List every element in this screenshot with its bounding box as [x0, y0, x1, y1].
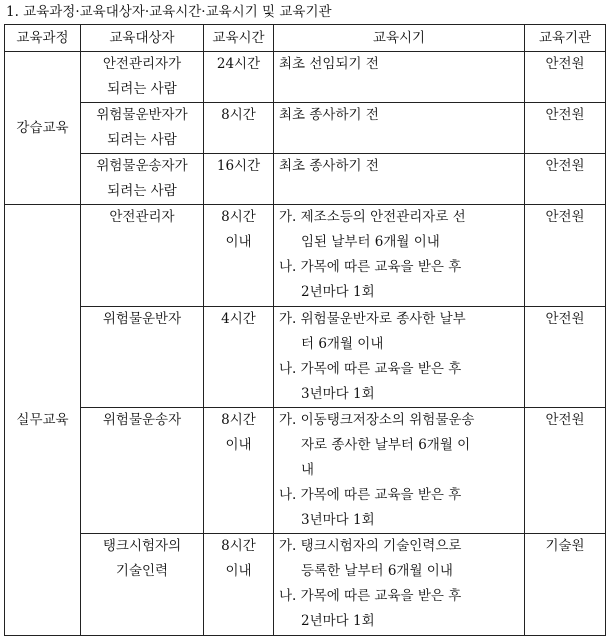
header-row [5, 25, 606, 52]
period-line: 터 6개월 이내 [301, 336, 384, 352]
course-cell: 실무교육 [5, 205, 81, 636]
document-title: 1. 교육과정·교육대상자·교육시간·교육시기 및 교육기관 [6, 4, 332, 20]
target-cell [81, 154, 204, 205]
period-line: 내 [301, 462, 315, 478]
header-course: 교육과정 [5, 25, 81, 52]
period-line: 3년마다 1회 [301, 386, 375, 402]
education-table [4, 24, 606, 636]
period-line: 임된 날부터 6개월 이내 [301, 234, 440, 250]
period-line: 2년마다 1회 [301, 284, 375, 300]
period-line: 최초 종사하기 전 [279, 107, 379, 123]
institution-cell: 안전원 [525, 408, 606, 534]
table-row [5, 408, 606, 534]
target-line: 위험물운반자가 [96, 107, 188, 123]
institution-cell: 안전원 [525, 52, 606, 103]
institution-cell: 안전원 [525, 103, 606, 154]
period-line: 가. 위험물운반자로 종사한 날부 [279, 311, 466, 327]
target-cell [81, 205, 204, 307]
hours-cell [204, 205, 274, 307]
target-cell [81, 307, 204, 408]
period-line: 나. 가목에 따른 교육을 받은 후 [279, 588, 462, 604]
hours-line: 이내 [225, 563, 252, 579]
period-line: 가. 탱크시험자의 기술인력으로 [279, 538, 462, 554]
hours-line: 8시간 [221, 209, 256, 225]
header-target: 교육대상자 [81, 25, 204, 52]
period-cell [274, 205, 525, 307]
hours-line: 24시간 [216, 56, 261, 72]
table-row [5, 154, 606, 205]
period-cell [274, 103, 525, 154]
period-line: 3년마다 1회 [301, 512, 375, 528]
target-line: 되려는 사람 [107, 132, 177, 148]
table-row [5, 103, 606, 154]
period-line: 최초 선임되기 전 [279, 56, 379, 72]
target-line: 위험물운송자 [102, 412, 182, 428]
hours-line: 4시간 [221, 311, 256, 327]
hours-cell [204, 408, 274, 534]
institution-cell: 안전원 [525, 154, 606, 205]
period-line: 2년마다 1회 [301, 613, 375, 629]
target-cell [81, 408, 204, 534]
period-cell [274, 534, 525, 636]
table-row [5, 52, 606, 103]
target-cell [81, 52, 204, 103]
target-line: 되려는 사람 [107, 183, 177, 199]
period-cell [274, 307, 525, 408]
target-line: 기술인력 [115, 563, 169, 579]
target-line: 되려는 사람 [107, 81, 177, 97]
institution-cell: 안전원 [525, 205, 606, 307]
period-line: 나. 가목에 따른 교육을 받은 후 [279, 259, 462, 275]
period-line: 등록한 날부터 6개월 이내 [301, 563, 453, 579]
hours-line: 8시간 [221, 107, 256, 123]
target-cell [81, 103, 204, 154]
target-line: 탱크시험자의 [102, 538, 182, 554]
period-cell [274, 154, 525, 205]
period-line: 가. 제조소등의 안전관리자로 선 [279, 209, 466, 225]
hours-line: 8시간 [221, 412, 256, 428]
target-line: 안전관리자 [109, 209, 175, 225]
institution-cell: 기술원 [525, 534, 606, 636]
period-line: 최초 종사하기 전 [279, 158, 379, 174]
hours-line: 이내 [225, 437, 252, 453]
table-row [5, 534, 606, 636]
period-cell [274, 408, 525, 534]
header-hours: 교육시간 [204, 25, 274, 52]
target-line: 안전관리자가 [102, 56, 182, 72]
target-line: 위험물운송자가 [96, 158, 188, 174]
period-line: 가. 이동탱크저장소의 위험물운송 [279, 412, 475, 428]
period-line: 나. 가목에 따른 교육을 받은 후 [279, 487, 462, 503]
header-period: 교육시기 [274, 25, 525, 52]
period-line: 나. 가목에 따른 교육을 받은 후 [279, 361, 462, 377]
hours-line: 16시간 [216, 158, 261, 174]
institution-cell: 안전원 [525, 307, 606, 408]
table-row [5, 307, 606, 408]
hours-cell [204, 307, 274, 408]
hours-cell [204, 52, 274, 103]
target-cell [81, 534, 204, 636]
hours-line: 이내 [225, 234, 252, 250]
target-line: 위험물운반자 [102, 311, 182, 327]
hours-cell [204, 154, 274, 205]
hours-cell [204, 534, 274, 636]
period-line: 자로 종사한 날부터 6개월 이 [301, 437, 471, 453]
header-institution: 교육기관 [525, 25, 606, 52]
period-cell [274, 52, 525, 103]
table-row [5, 205, 606, 307]
hours-cell [204, 103, 274, 154]
hours-line: 8시간 [221, 538, 256, 554]
course-cell: 강습교육 [5, 52, 81, 205]
